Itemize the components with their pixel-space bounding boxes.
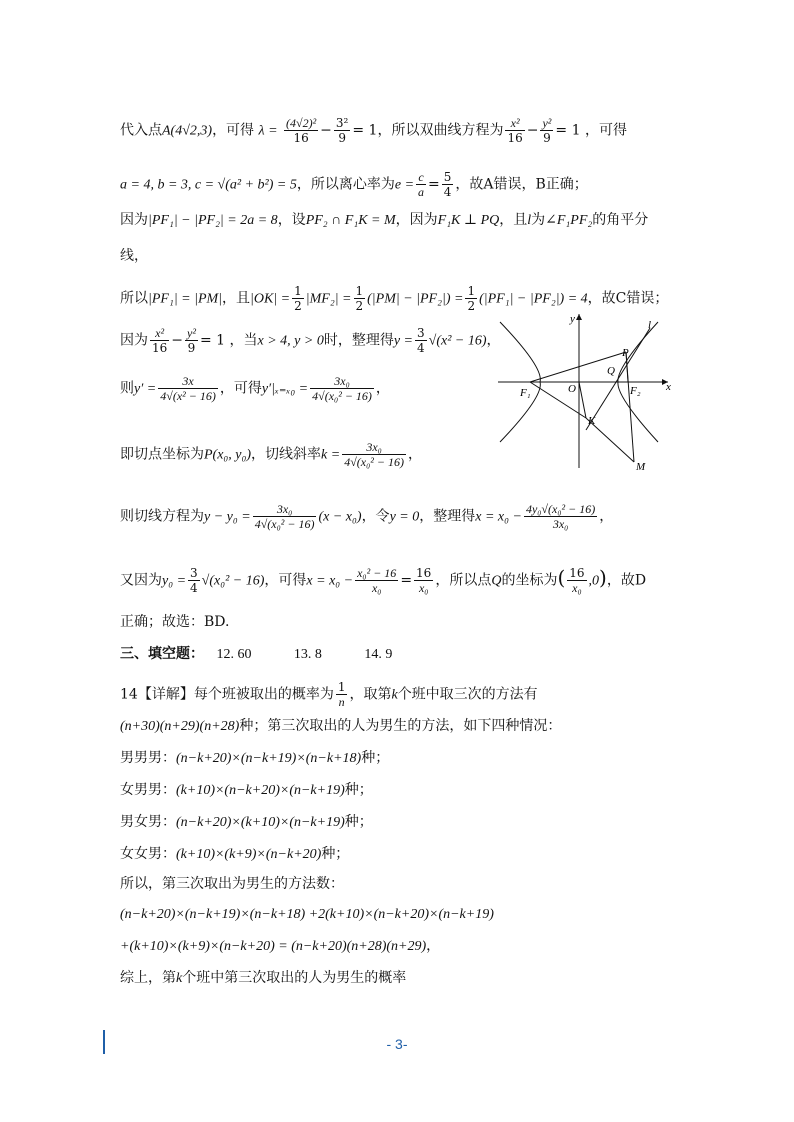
tangent-line-l [586, 328, 650, 430]
segment-OK [579, 382, 586, 418]
label-x: x [666, 381, 671, 393]
line-derivative: 则y′ = $\frac{3x}{\text{4√(x² − 16)}}$ ，可得y′|ₓ₌ₓ₀ = $\frac{\text{3x₀}}{\text{4√(x₀² − 16)}}$ ， [120, 374, 390, 403]
section-fill-in-answers [120, 644, 392, 665]
answer-12: 12. 60 [216, 647, 252, 662]
section-title: 三、填空题： [120, 646, 204, 662]
fraction: $\frac{\text{(4√2)²}}{16}$ [285, 116, 317, 145]
math: − [320, 122, 332, 139]
line-sum-part2: +(k+10)×(k+9)×(n−k+20) = (n−k+20)(n+28)(n+29)， [120, 938, 441, 954]
line-continuation: 线， [120, 248, 148, 264]
text: = 1 ，可得 [555, 122, 627, 139]
answer-13: 13. 8 [293, 647, 322, 662]
label-l: l [648, 319, 652, 331]
line-substitute-point: 代入点A(4√2,3)，可得 λ = $\frac{\text{(4√2)²}}{16}$ − $\frac{\text{3²}}{9}$ = 1，所以双曲线方程为 $\frac{\text{x²}}{16}$ − $\frac{\text{y²}}{9}$ = 1 ，可得 [120, 116, 627, 145]
math: = 1 [352, 122, 378, 139]
line-case-mmm: 男男男：(n−k+20)×(n−k+19)×(n−k+18)种； [120, 750, 390, 766]
text: ，可得 [212, 122, 255, 139]
line-explicit-y: 因为 $\frac{\text{x²}}{16}$ − $\frac{\text{y²}}{9}$ = 1 ，当x > 4, y > 0时，整理得y = $\frac{3}{4}$ √(x² − 16)， [120, 326, 501, 355]
line-case-fmm: 女男男：(k+10)×(n−k+20)×(n−k+19)种； [120, 782, 373, 798]
text: 代入点 [120, 122, 162, 139]
segment-F1K [530, 382, 586, 418]
math: λ = [258, 123, 278, 139]
line-eccentricity: a = 4, b = 3, c = √(a² + b²) = 5，所以离心率为e = $\frac{c}{a}$ = $\frac{5}{4}$ ，故A错误，B正确； [120, 170, 588, 199]
fraction: $\frac{c}{a}$ [418, 170, 425, 199]
label-M: M [636, 461, 646, 473]
line-case-mfm: 男女男：(n−k+20)×(k+10)×(n−k+19)种； [120, 814, 373, 830]
line-definition: 因为|PF₁| − |PF₂| = 2a = 8，设PF₂ ∩ F₁K = M，因为F₁K ⊥ PQ，且l为∠F₁PF₂的角平分 [120, 212, 649, 228]
label-y: y [570, 313, 575, 325]
line-summary: 所以，第三次取出为男生的方法数： [120, 876, 344, 892]
line-q14-intro: 14【详解】每个班被取出的概率为 $\frac{1}{n}$ ，取第k个班中取三次的方法有 [120, 680, 538, 709]
label-O: O [568, 383, 576, 395]
label-K: K [588, 415, 596, 427]
fraction: $\frac{\text{x²}}{16}$ [507, 116, 523, 145]
fraction: $\frac{5}{4}$ [443, 170, 452, 199]
page-number: - 3- [386, 1036, 408, 1052]
answer-14: 14. 9 [364, 647, 393, 662]
line-answer-choice: 正确；故选：BD. [120, 614, 230, 630]
line-ok-length: 所以|PF₁| = |PM|，且|OK| = $\frac{1}{2}$ |MF₂| = $\frac{1}{2}$ (|PM| − |PF₂|) = $\frac{1}{2}$ (|PF₁| − |PF₂|) = 4，故C错误； [120, 284, 669, 313]
hyperbola-figure [498, 308, 678, 474]
line-sum-part1: (n−k+20)×(n−k+19)×(n−k+18) +2(k+10)×(n−k+20)×(n−k+19) [120, 907, 494, 922]
math: e = [394, 177, 415, 193]
math: a = 4, b = 3, c = √(a² + b²) = 5 [120, 177, 297, 193]
text: ，所以双曲线方程为 [377, 122, 504, 139]
line-q-coordinate: 又因为y₀ = $\frac{3}{4}$ √(x₀² − 16)，可得x = x₀ − $\frac{\text{x₀² − 16}}{\text{x₀}}$ = $\frac{16}{\text{x₀}}$ ，所以点Q的坐标为( $\frac{16}{\text{x₀}}$ ,0)，故D [120, 565, 647, 595]
label-F1: F₁ [520, 387, 531, 399]
text: ，所以离心率为 [296, 176, 395, 193]
fraction: $\frac{\text{y²}}{9}$ [542, 116, 552, 145]
label-F2: F₂ [630, 385, 641, 397]
label-Q: Q [607, 365, 615, 377]
line-tangent-slope: 即切点坐标为P(x₀, y₀)，切线斜率k = $\frac{\text{3x₀}}{\text{4√(x₀² − 16)}}$ ， [120, 440, 422, 469]
line-case-ffm: 女女男：(k+10)×(k+9)×(n−k+20)种； [120, 846, 350, 862]
line-conclusion: 综上，第k个班中第三次取出的人为男生的概率 [120, 970, 407, 986]
label-P: P [622, 347, 629, 359]
line-tangent-equation: 则切线方程为y − y₀ = $\frac{\text{3x₀}}{\text{4√(x₀² − 16)}}$ (x − x₀)，令y = 0，整理得x = x₀ − $\frac{\text{4y₀√(x₀² − 16)}}{\text{3x₀}}$ ， [120, 502, 614, 531]
math: A(4√2,3) [162, 123, 213, 139]
fraction: $\frac{\text{3²}}{9}$ [335, 116, 349, 145]
y-axis-arrow [576, 314, 582, 320]
text: ，故A错误，B正确； [455, 176, 588, 193]
line-total-ways: (n+30)(n+29)(n+28)种；第三次取出的人为男生的方法，如下四种情况： [120, 718, 562, 734]
